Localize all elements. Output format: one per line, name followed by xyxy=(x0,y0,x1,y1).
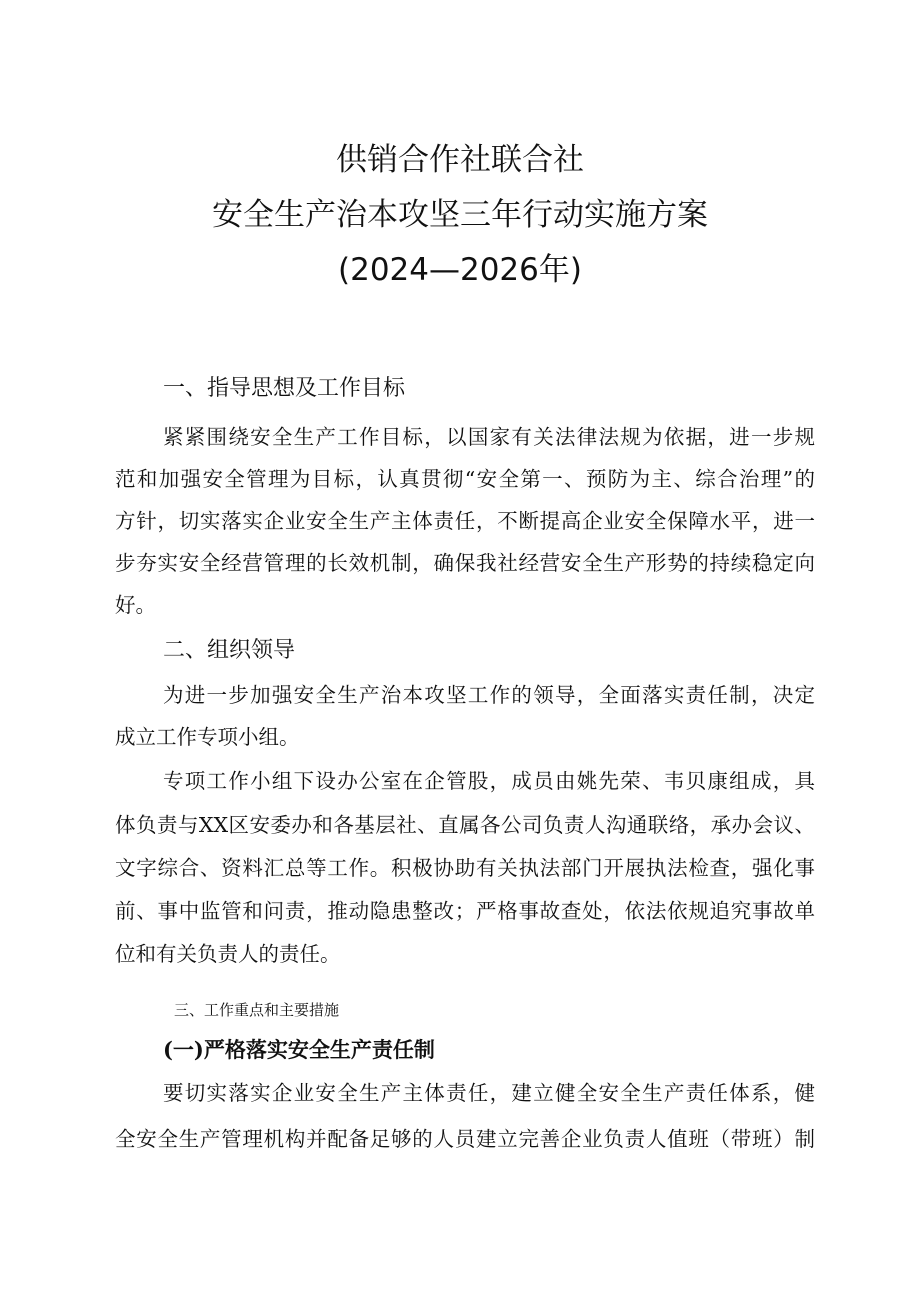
paragraph-line: 成立工作专项小组。 xyxy=(115,725,300,749)
paragraph-line: 前、事中监管和问责，推动隐患整改；严格事故查处，依法依规追究事故单 xyxy=(115,899,815,923)
section-3-heading: 三、工作重点和主要措施 xyxy=(174,1001,340,1019)
paragraph-line: 紧紧围绕安全生产工作目标，以国家有关法律法规为依据，进一步规 xyxy=(163,425,815,449)
document-title-line-2: 安全生产治本攻坚三年行动实施方案 xyxy=(212,197,708,233)
paragraph-line: 要切实落实企业安全生产主体责任，建立健全安全生产责任体系，健 xyxy=(163,1081,815,1105)
section-1-heading: 一、指导思想及工作目标 xyxy=(163,376,406,401)
document-title-line-1: 供销合作社联合社 xyxy=(336,142,584,178)
paragraph-line: 专项工作小组下设办公室在企管股，成员由姚先荣、韦贝康组成，具 xyxy=(163,769,815,793)
paragraph-line: 好。 xyxy=(115,593,156,617)
paragraph-line: 方针，切实落实企业安全生产主体责任，不断提高企业安全保障水平，进一 xyxy=(115,509,815,533)
document-title-line-3: (2024—2026年) xyxy=(338,252,582,288)
section-2-heading: 二、组织领导 xyxy=(163,638,296,663)
paragraph-line: 范和加强安全管理为目标，认真贯彻“安全第一、预防为主、综合治理”的 xyxy=(115,467,815,491)
subsection-1-heading: (一)严格落实安全生产责任制 xyxy=(163,1037,435,1062)
paragraph-line: 全安全生产管理机构并配备足够的人员建立完善企业负责人值班（带班）制 xyxy=(115,1127,815,1151)
paragraph-line: 体负责与XX区安委办和各基层社、直属各公司负责人沟通联络，承办会议、 xyxy=(115,813,815,837)
paragraph-line: 文字综合、资料汇总等工作。积极协助有关执法部门开展执法检查，强化事 xyxy=(115,856,815,880)
paragraph-line: 步夯实安全经营管理的长效机制，确保我社经营安全生产形势的持续稳定向 xyxy=(115,551,815,575)
paragraph-line: 为进一步加强安全生产治本攻坚工作的领导，全面落实责任制，决定 xyxy=(163,683,815,707)
paragraph-line: 位和有关负责人的责任。 xyxy=(115,942,341,966)
